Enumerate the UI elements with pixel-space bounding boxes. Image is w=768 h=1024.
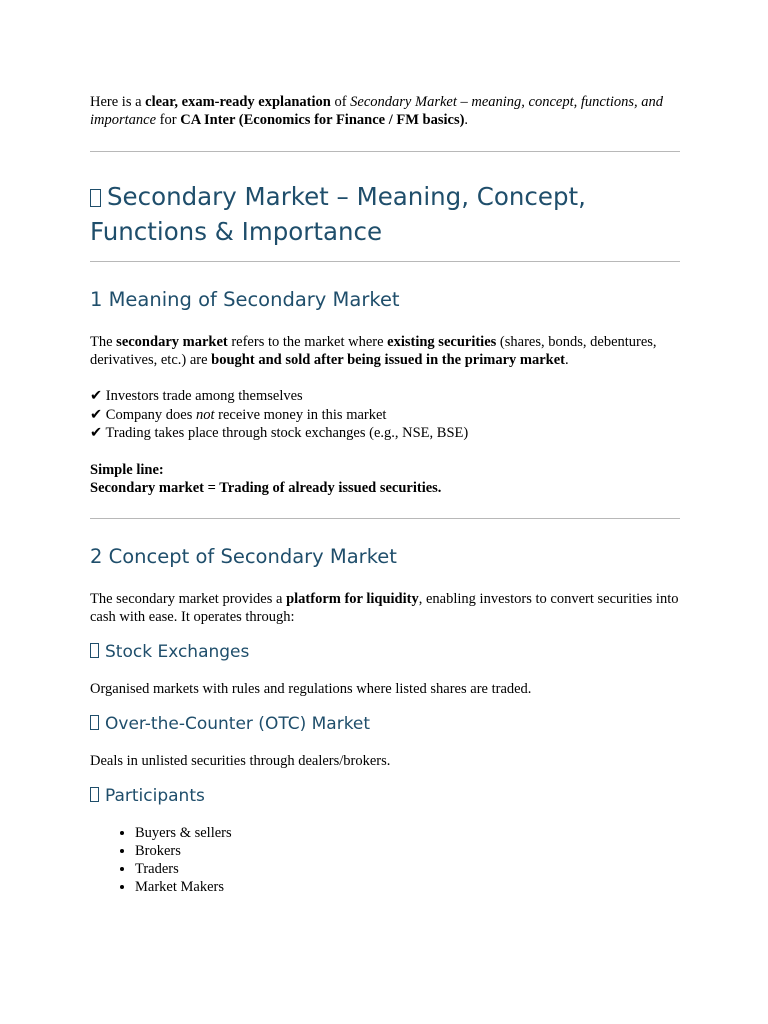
subheading-text: Participants: [105, 785, 205, 806]
para-bold: platform for liquidity: [286, 590, 419, 607]
missing-glyph-icon: [90, 787, 99, 802]
intro-bold: CA Inter (Economics for Finance / FM basics): [180, 112, 465, 128]
intro-text: for: [156, 112, 181, 128]
list-item: • Buyers & sellers: [135, 824, 680, 842]
para-bold: secondary market: [116, 334, 228, 350]
page-title-text: Secondary Market – Meaning, Concept, Functions & Importance: [90, 182, 586, 246]
intro-italic: Secondary Market – meaning, concept, functions, and importance: [90, 94, 664, 128]
check-list: [90, 387, 680, 443]
simple-line-label: Simple line:: [90, 461, 164, 478]
meaning-paragraph: [90, 333, 680, 369]
list-item: • Traders: [135, 860, 680, 878]
para-text: The secondary market provides a: [90, 590, 287, 607]
para-text: The: [90, 334, 117, 350]
check-item: ✔ Trading takes place through stock exchanges (e.g., NSE, BSE): [90, 425, 469, 441]
otc-text: Deals in unlisted securities through dealers/brokers.: [90, 752, 391, 769]
participants-list: [90, 824, 680, 896]
simple-line-text: Secondary market = Trading of already issued securities.: [90, 479, 442, 496]
check-italic: not: [196, 406, 215, 423]
document-content: [90, 93, 680, 896]
check-text: ✔ Company does: [90, 406, 196, 423]
simple-line-block: [90, 461, 680, 497]
para-text: refers to the market where: [227, 334, 388, 350]
check-text: receive money in this market: [214, 406, 387, 423]
list-item: • Market Makers: [135, 878, 680, 896]
divider: [90, 151, 680, 152]
para-text: , enabling investors to convert securities into cash with ease. It operates through:: [90, 590, 679, 625]
missing-glyph-icon: [90, 715, 99, 730]
para-text: (shares, bonds, debentures, derivatives, etc.) are: [90, 334, 657, 368]
para-text: .: [564, 352, 569, 368]
concept-paragraph: [90, 590, 680, 626]
subheading-participants: [90, 785, 680, 807]
subheading-text: Over-the-Counter (OTC) Market: [105, 713, 371, 734]
intro-text: of: [330, 94, 351, 110]
page-title: [90, 179, 680, 249]
subheading-stock-exchanges: [90, 641, 680, 663]
check-item: [90, 406, 680, 425]
check-item: ✔ Investors trade among themselves: [90, 388, 303, 404]
section-heading-meaning: 1 Meaning of Secondary Market: [90, 288, 400, 311]
missing-glyph-icon: [90, 189, 101, 207]
missing-glyph-icon: [90, 643, 99, 658]
section-heading-concept: 2 Concept of Secondary Market: [90, 544, 397, 568]
intro-bold: clear, exam-ready explanation: [145, 94, 331, 110]
divider: [90, 261, 680, 262]
intro-text: .: [464, 112, 469, 128]
subheading-otc-market: [90, 713, 680, 735]
divider: [90, 518, 680, 519]
intro-paragraph: [90, 93, 680, 129]
para-bold: existing securities: [387, 334, 497, 350]
list-item: • Brokers: [135, 842, 680, 860]
para-bold: bought and sold after being issued in the primary market: [211, 352, 565, 368]
subheading-text: Stock Exchanges: [105, 641, 250, 662]
intro-text: Here is a: [90, 94, 146, 110]
stock-exchanges-text: Organised markets with rules and regulations where listed shares are traded.: [90, 680, 532, 697]
